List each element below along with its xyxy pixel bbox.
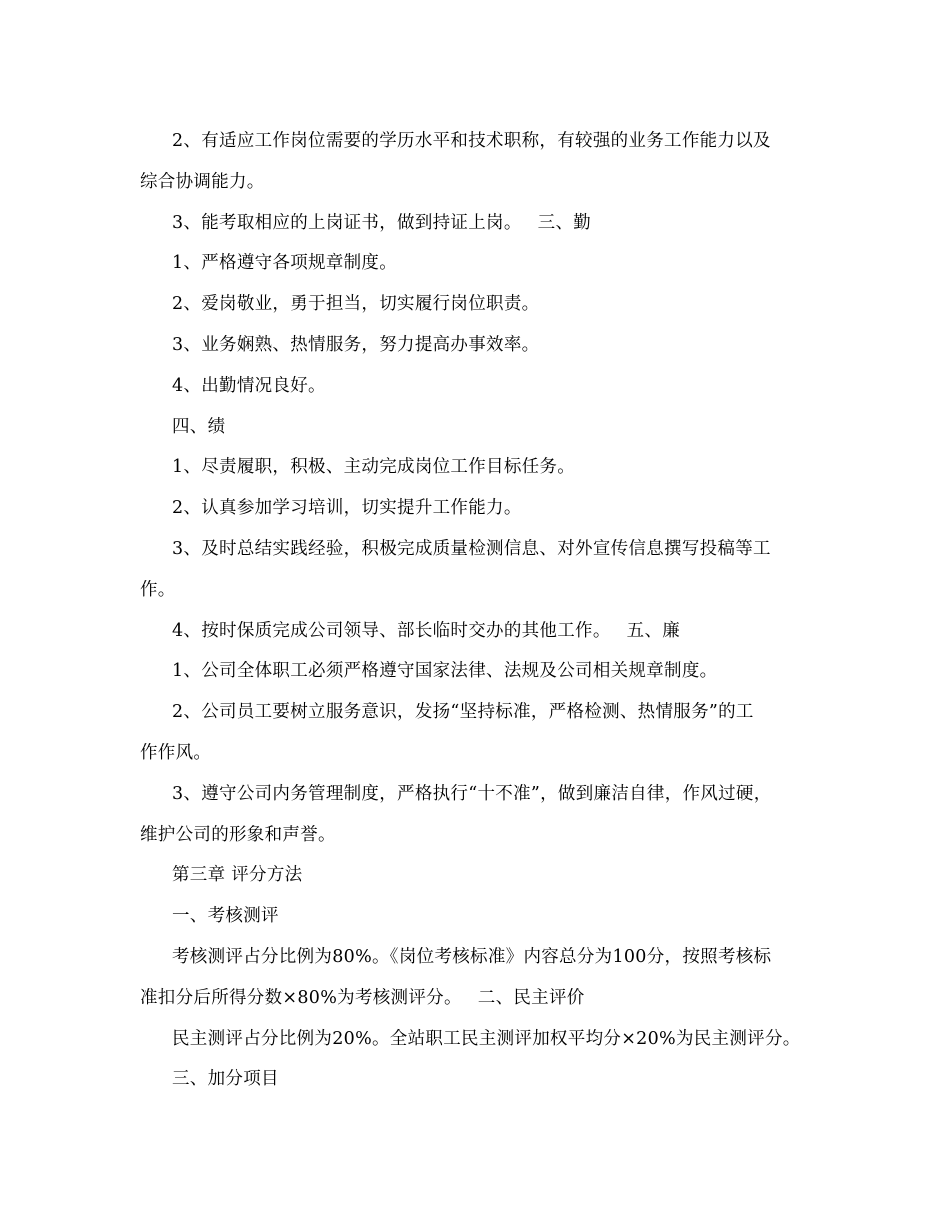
paragraph-line [140, 692, 810, 733]
line-text: 3、能考取相应的上岗证书，做到持证上岗。 [172, 212, 522, 233]
line-text: 1、尽责履职，积极、主动完成岗位工作目标任务。 [172, 457, 576, 478]
line-text: 三、加分项目 [172, 1069, 279, 1090]
line-text: 4、出勤情况良好。 [172, 375, 326, 396]
line-text: 综合协调能力。 [140, 171, 265, 192]
line-text: 1、公司全体职工必须严格遵守国家法律、法规及公司相关规章制度。 [172, 661, 718, 682]
line-text: 3、业务娴熟、热情服务，努力提高办事效率。 [172, 334, 540, 355]
paragraph-line [140, 203, 810, 244]
line-text: 民主测评占分比例为20%。全站职工民主测评加权平均分×20%为民主测评分。 [172, 1028, 801, 1049]
paragraph-line [140, 407, 810, 448]
line-text: 3、遵守公司内务管理制度，严格执行“十不准”，做到廉洁自律，作风过硬， [172, 783, 772, 804]
paragraph-line [140, 855, 810, 896]
paragraph-line [140, 284, 810, 325]
paragraph-line [140, 611, 810, 652]
paragraph-line [140, 733, 810, 774]
paragraph-line [140, 121, 810, 162]
line-text: 作。 [140, 579, 176, 600]
line-text: 2、认真参加学习培训，切实提升工作能力。 [172, 498, 522, 519]
paragraph-line [140, 651, 810, 692]
line-text: 四、绩 [172, 416, 226, 437]
paragraph-line [140, 488, 810, 529]
paragraph-line [140, 447, 810, 488]
line-text: 考核测评占分比例为80%。《岗位考核标准》内容总分为100分，按照考核标 [172, 946, 772, 967]
paragraph-line [140, 978, 810, 1019]
paragraph-line [140, 366, 810, 407]
line-text: 1、严格遵守各项规章制度。 [172, 253, 398, 274]
line-text: 准扣分后所得分数×80%为考核测评分。 [140, 987, 462, 1008]
line-text: 作作风。 [140, 742, 212, 763]
paragraph-line [140, 243, 810, 284]
document-body [140, 121, 810, 1100]
line-text: 2、有适应工作岗位需要的学历水平和技术职称，有较强的业务工作能力以及 [172, 131, 771, 151]
line-text: 3、及时总结实践经验，积极完成质量检测信息、对外宣传信息撰写投稿等工 [172, 538, 771, 559]
line-text: 第三章 评分方法 [172, 865, 303, 886]
paragraph-line [140, 325, 810, 366]
paragraph-line [140, 529, 810, 570]
section-heading-inline: 三、勤 [537, 212, 592, 233]
paragraph-line [140, 162, 810, 203]
paragraph-line [140, 1019, 810, 1060]
paragraph-line [140, 570, 810, 611]
paragraph-line [140, 815, 810, 856]
line-text: 一、考核测评 [172, 906, 279, 927]
paragraph-line [140, 896, 810, 937]
line-text: 4、按时保质完成公司领导、部长临时交办的其他工作。 [172, 620, 611, 641]
line-text: 2、公司员工要树立服务意识，发扬“坚持标准，严格检测、热情服务”的工 [172, 702, 754, 723]
paragraph-line [140, 937, 810, 978]
section-heading-inline: 二、民主评价 [477, 987, 585, 1008]
paragraph-line [140, 774, 810, 815]
paragraph-line [140, 1059, 810, 1100]
section-heading-inline: 五、廉 [626, 620, 681, 641]
line-text: 维护公司的形象和声誉。 [140, 824, 336, 845]
line-text: 2、爱岗敬业，勇于担当，切实履行岗位职责。 [172, 294, 540, 315]
